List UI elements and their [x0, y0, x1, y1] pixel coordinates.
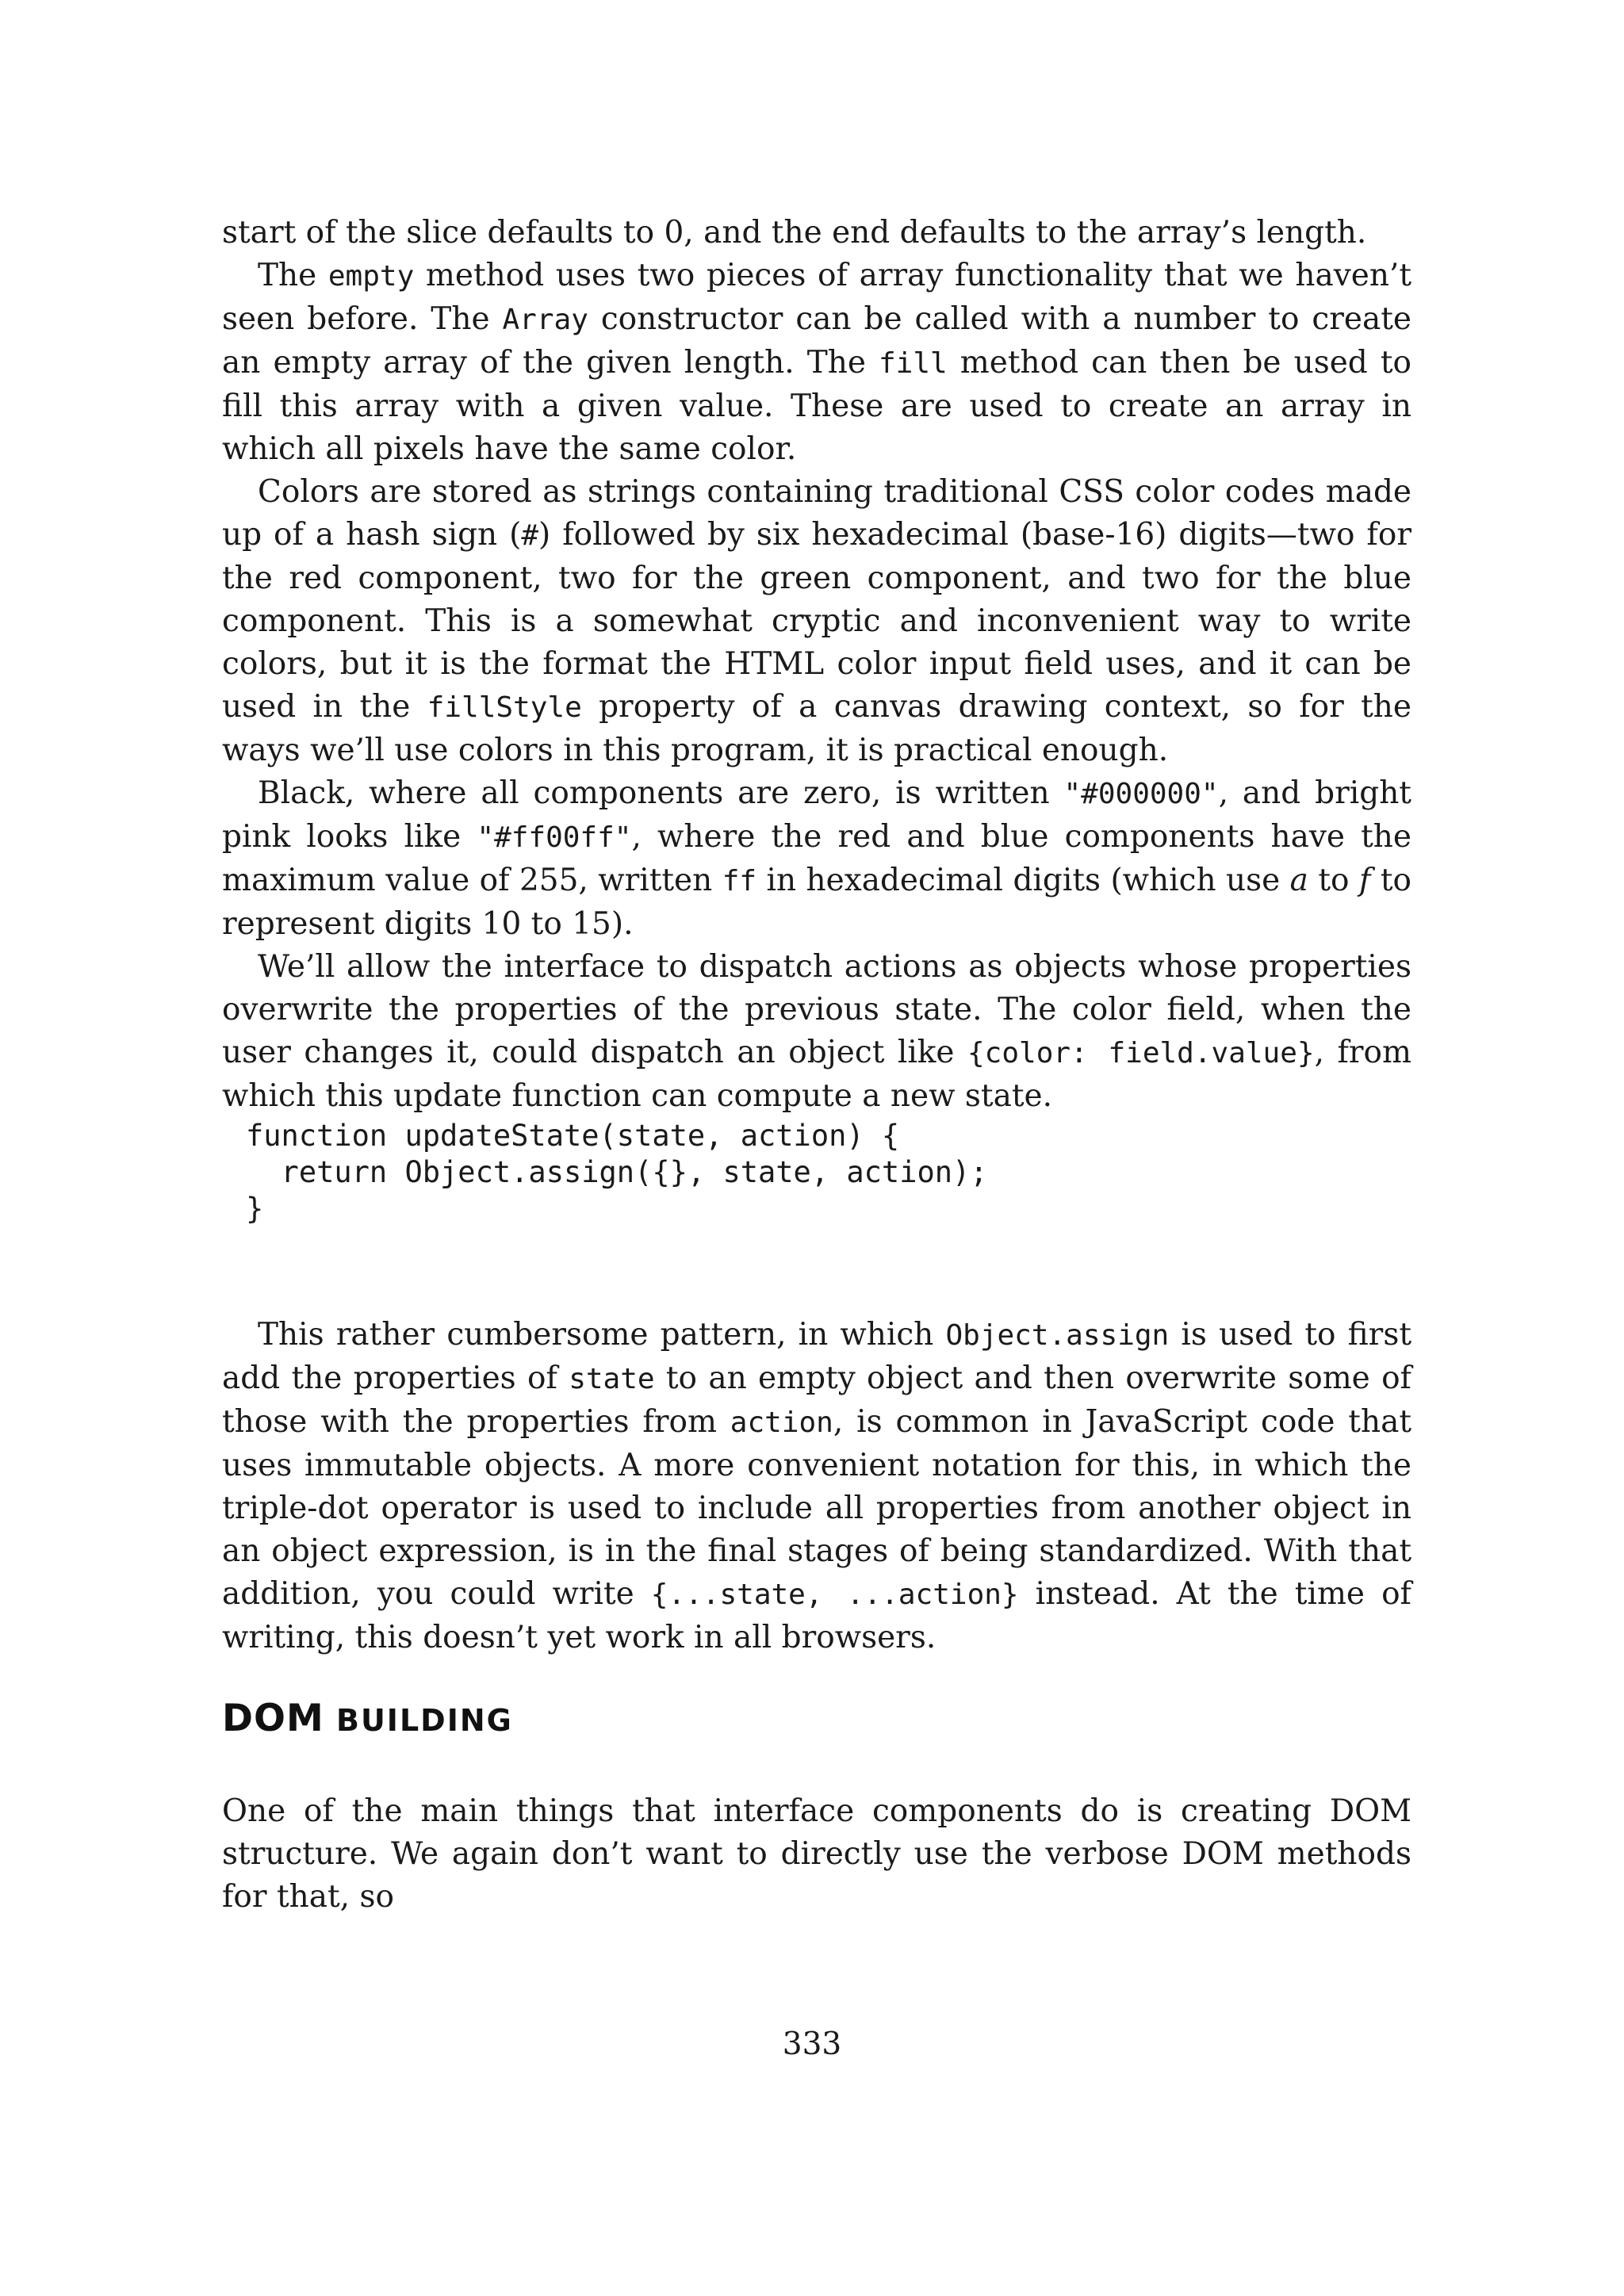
paragraph-color-examples — [222, 772, 1411, 946]
text-run: to represent digits 10 to 15). — [222, 863, 1411, 942]
inline-code: Object.assign — [945, 1319, 1170, 1352]
paragraph-empty-method — [222, 254, 1411, 471]
inline-code: empty — [327, 260, 415, 293]
heading-part-small-caps: BUILDING — [324, 1703, 513, 1738]
inline-code: Array — [502, 304, 588, 336]
text-block-middle — [222, 1314, 1411, 1659]
text-run: method can then be used to fill this array with a given value. These are used to create an array in which all pixels have the same color. — [222, 345, 1411, 467]
text-run: , and bright pink looks like — [222, 775, 1411, 855]
paragraph-color-storage — [222, 471, 1411, 772]
text-run: The — [258, 258, 328, 293]
heading-part: DOM — [222, 1697, 324, 1740]
emphasis: f — [1358, 863, 1371, 898]
text-run: We’ll allow the interface to dispatch actions as objects whose properties overwrite the properties of the previous state. The color field, when the user changes it, could dispatch an object like — [222, 949, 1411, 1070]
text-run: , from which this update function can compute a new state. — [222, 1035, 1411, 1114]
text-run: constructor can be called with a number to create an empty array of the given length. The — [222, 301, 1411, 381]
paragraph-dispatch-actions — [222, 946, 1411, 1118]
code-listing-update-state: function updateState(state, action) { return Object.assign({}, state, action); } — [246, 1119, 988, 1226]
paragraph-object-assign — [222, 1314, 1411, 1659]
inline-code: {color: field.value} — [967, 1037, 1315, 1070]
text-run: method uses two pieces of array functionality that we haven’t seen before. The — [222, 258, 1412, 337]
inline-code: fillStyle — [427, 691, 582, 724]
text-run: , where the red and blue components have the maximum value of 255, written — [222, 819, 1411, 898]
inline-code: {...state, ...action} — [650, 1578, 1019, 1611]
inline-code: ff — [722, 865, 757, 897]
inline-code: fill — [878, 347, 948, 380]
text-run: is used to first add the properties of — [222, 1317, 1412, 1396]
text-block-bottom — [222, 1790, 1411, 1919]
text-run: Black, where all components are zero, is written — [258, 775, 1064, 811]
text-run: This rather cumbersome pattern, in which — [258, 1317, 946, 1353]
inline-code: "#000000" — [1063, 778, 1219, 810]
text-run: to an empty object and then overwrite some of those with the properties from — [222, 1360, 1411, 1440]
page-number: 333 — [782, 2026, 842, 2062]
emphasis: a — [1289, 863, 1308, 898]
inline-code: # — [521, 519, 539, 552]
paragraph-slice-defaults: start of the slice defaults to 0, and the end defaults to the array’s length. — [222, 215, 1367, 251]
text-run: property of a canvas drawing context, so for the ways we’ll use colors in this program, it is practical enough. — [222, 689, 1411, 768]
paragraph-dom-structure: One of the main things that interface components do is creating DOM structure. We again don’t want to directly use the verbose DOM methods for that, so — [222, 1793, 1411, 1915]
text-run: Colors are stored as strings containing traditional CSS color codes made up of a hash sign ( — [222, 474, 1411, 553]
text-run: to — [1308, 863, 1359, 898]
text-run: ) followed by six hexadecimal (base-16) digits—two for the red component, two for the green component, and two for the blue component. This is a somewhat cryptic and inconvenient way to write colors, but it is the format the HTML color input field uses, and it can be used in the — [222, 517, 1411, 725]
text-block-top — [222, 212, 1411, 1118]
text-run: in hexadecimal digits (which use — [756, 863, 1290, 898]
inline-code: state — [569, 1363, 655, 1395]
inline-code: action — [730, 1406, 833, 1439]
section-heading-dom-building — [222, 1697, 513, 1740]
inline-code: "#ff00ff" — [477, 821, 632, 854]
text-run: instead. At the time of writing, this doesn’t yet work in all browsers. — [222, 1576, 1411, 1655]
text-run: , is common in JavaScript code that uses immutable objects. A more convenient notation for this, in which the triple-dot operator is used to include all properties from another object in an object expression, is in the final stages of being standardized. With that addition, you could write — [222, 1404, 1411, 1612]
